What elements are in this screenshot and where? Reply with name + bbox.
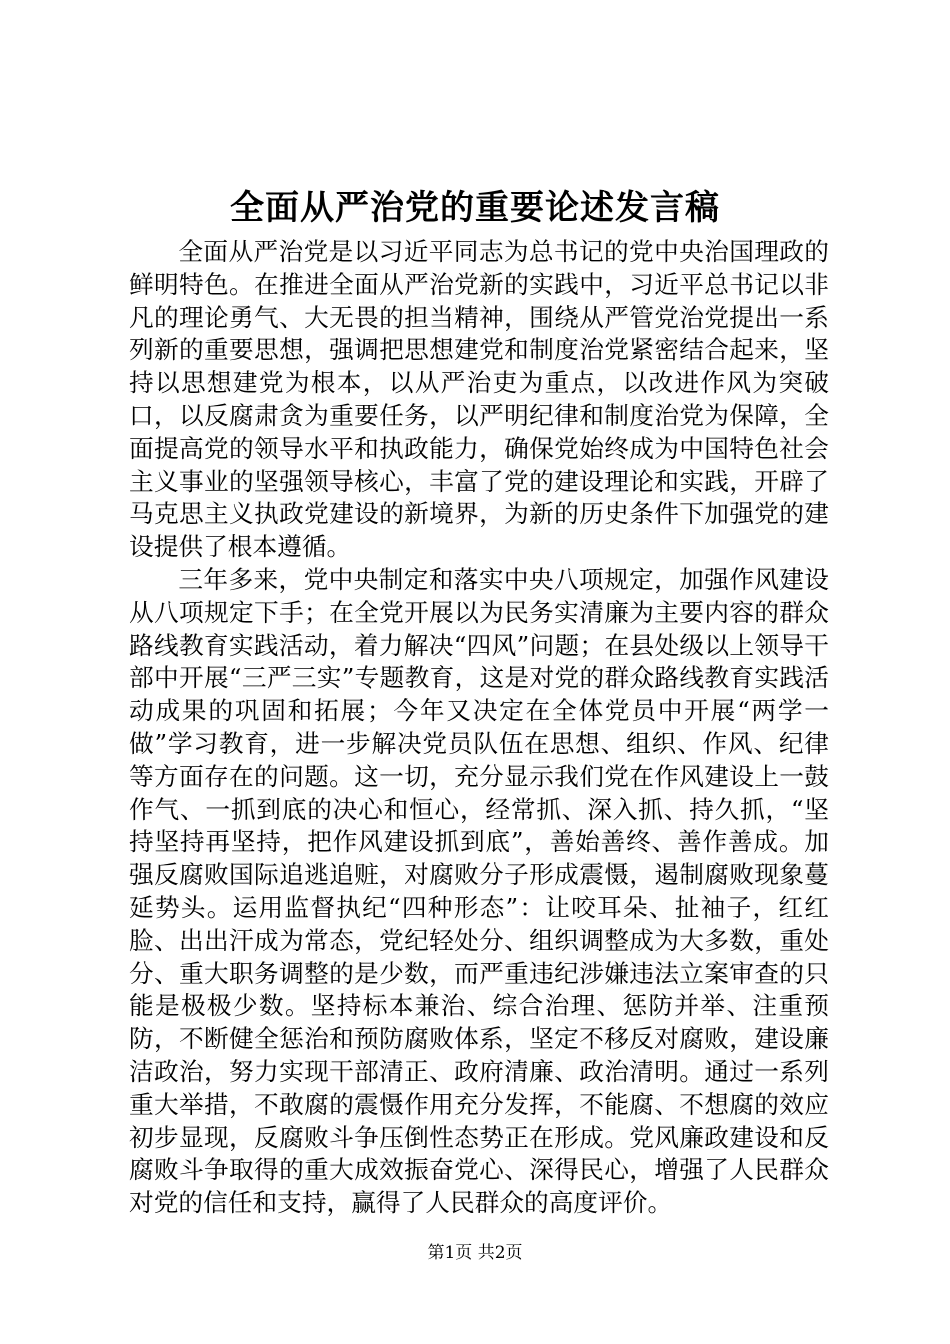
- body-paragraph-2: 三年多来，党中央制定和落实中央八项规定，加强作风建设从八项规定下手；在全党开展以为民务实清廉为主要内容的群众路线教育实践活动，着力解决“四风”问题；在县处级以上领导干部中开展“三严三实”专题教育，这是对党的群众路线教育实践活动成果的巩固和拓展；今年又决定在全体党员中开展“两学一做”学习教育，进一步解决党员队伍在思想、组织、作风、纪律等方面存在的问题。这一切，充分显示我们党在作风建设上一鼓作气、一抓到底的决心和恒心，经常抓、深入抓、持久抓，“坚持坚持再坚持，把作风建设抓到底”，善始善终、善作善成。加强反腐败国际追逃追赃，对腐败分子形成震慑，遏制腐败现象蔓延势头。运用监督执纪“四种形态”：让咬耳朵、扯袖子，红红脸、出出汗成为常态，党纪轻处分、组织调整成为大多数，重处分、重大职务调整的是少数，而严重违纪涉嫌违法立案审查的只能是极极少数。坚持标本兼治、综合治理、惩防并举、注重预防，不断健全惩治和预防腐败体系，坚定不移反对腐败，建设廉洁政治，努力实现干部清正、政府清廉、政治清明。通过一系列重大举措，不敢腐的震慑作用充分发挥，不能腐、不想腐的效应初步显现，反腐败斗争压倒性态势正在形成。党风廉政建设和反腐败斗争取得的重大成效振奋党心、深得民心，增强了人民群众对党的信任和支持，赢得了人民群众的高度评价。: [129, 564, 829, 1218]
- page-number-footer: 第1页 共2页: [427, 1243, 523, 1263]
- body-paragraph-1: 全面从严治党是以习近平同志为总书记的党中央治国理政的鲜明特色。在推进全面从严治党新的实践中，习近平总书记以非凡的理论勇气、大无畏的担当精神，围绕从严管党治党提出一系列新的重要思想，强调把思想建党和制度治党紧密结合起来，坚持以思想建党为根本，以从严治吏为重点，以改进作风为突破口，以反腐肃贪为重要任务，以严明纪律和制度治党为保障，全面提高党的领导水平和执政能力，确保党始终成为中国特色社会主义事业的坚强领导核心，丰富了党的建设理论和实践，开辟了马克思主义执政党建设的新境界，为新的历史条件下加强党的建设提供了根本遵循。: [129, 237, 829, 562]
- document-title: 全面从严治党的重要论述发言稿: [230, 188, 720, 228]
- document-body: [129, 236, 829, 1220]
